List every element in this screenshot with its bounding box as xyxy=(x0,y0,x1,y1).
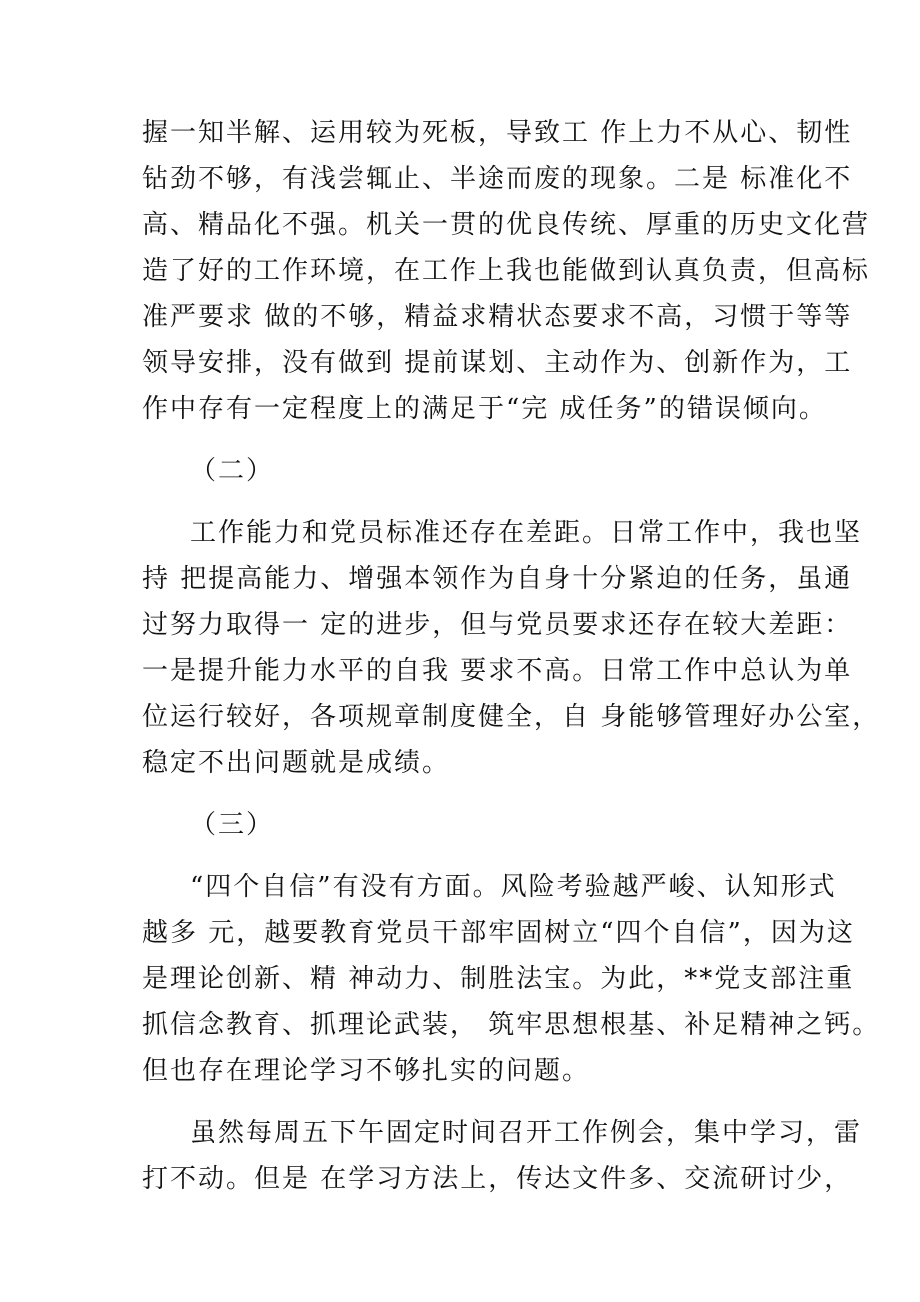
text-line: 位运行较好，各项规章制度健全，自 身能够管理好办公室， xyxy=(142,702,881,732)
text-line: “四个自信”有没有方面。风险考验越严峻、认知形式 xyxy=(190,872,837,902)
paragraph-4 xyxy=(142,1110,863,1202)
text-line: 稳定不出问题就是成绩。 xyxy=(142,748,451,778)
section-heading-2: （二） xyxy=(190,456,275,486)
text-line: 抓信念教育、抓理论武装， 筑牢思想根基、补足精神之钙。 xyxy=(142,1010,881,1040)
text-line: 作中存有一定程度上的满足于“完 成任务”的错误倾向。 xyxy=(142,394,827,424)
text-line: 越多 元，越要教育党员干部牢固树立“四个自信”，因为这 xyxy=(142,918,855,948)
section-heading-3: （三） xyxy=(190,810,275,840)
text-line: 打不动。但是 在学习方法上，传达文件多、交流研讨少， xyxy=(142,1164,853,1194)
text-line: 准严要求 做的不够，精益求精状态要求不高，习惯于等等 xyxy=(142,302,853,332)
text-line: 钻劲不够，有浅尝辄止、半途而废的现象。二是 标准化不 xyxy=(142,164,853,194)
text-line: 一是提升能力水平的自我 要求不高。日常工作中总认为单 xyxy=(142,656,853,686)
text-line: 工作能力和党员标准还存在差距。日常工作中，我也坚 xyxy=(190,518,863,548)
text-line: 持 把提高能力、增强本领作为自身十分紧迫的任务，虽通 xyxy=(142,564,853,594)
text-line: 握一知半解、运用较为死板，导致工 作上力不从心、韧性 xyxy=(142,118,853,148)
text-line: 造了好的工作环境，在工作上我也能做到认真负责，但高标 xyxy=(142,256,871,286)
document-body xyxy=(142,110,881,1202)
paragraph-3 xyxy=(142,864,881,1094)
paragraph-1 xyxy=(142,110,871,432)
paragraph-2 xyxy=(142,510,881,786)
text-line: 是理论创新、精 神动力、制胜法宝。为此，**党支部注重 xyxy=(142,964,855,994)
text-line: 虽然每周五下午固定时间召开工作例会，集中学习，雷 xyxy=(190,1118,863,1148)
text-line: 领导安排，没有做到 提前谋划、主动作为、创新作为，工 xyxy=(142,348,853,378)
text-line: 过努力取得一 定的进步，但与党员要求还存在较大差距： xyxy=(142,610,853,640)
text-line: 但也存在理论学习不够扎实的问题。 xyxy=(142,1056,591,1086)
text-line: 高、精品化不强。机关一贯的优良传统、厚重的历史文化营 xyxy=(142,210,871,240)
